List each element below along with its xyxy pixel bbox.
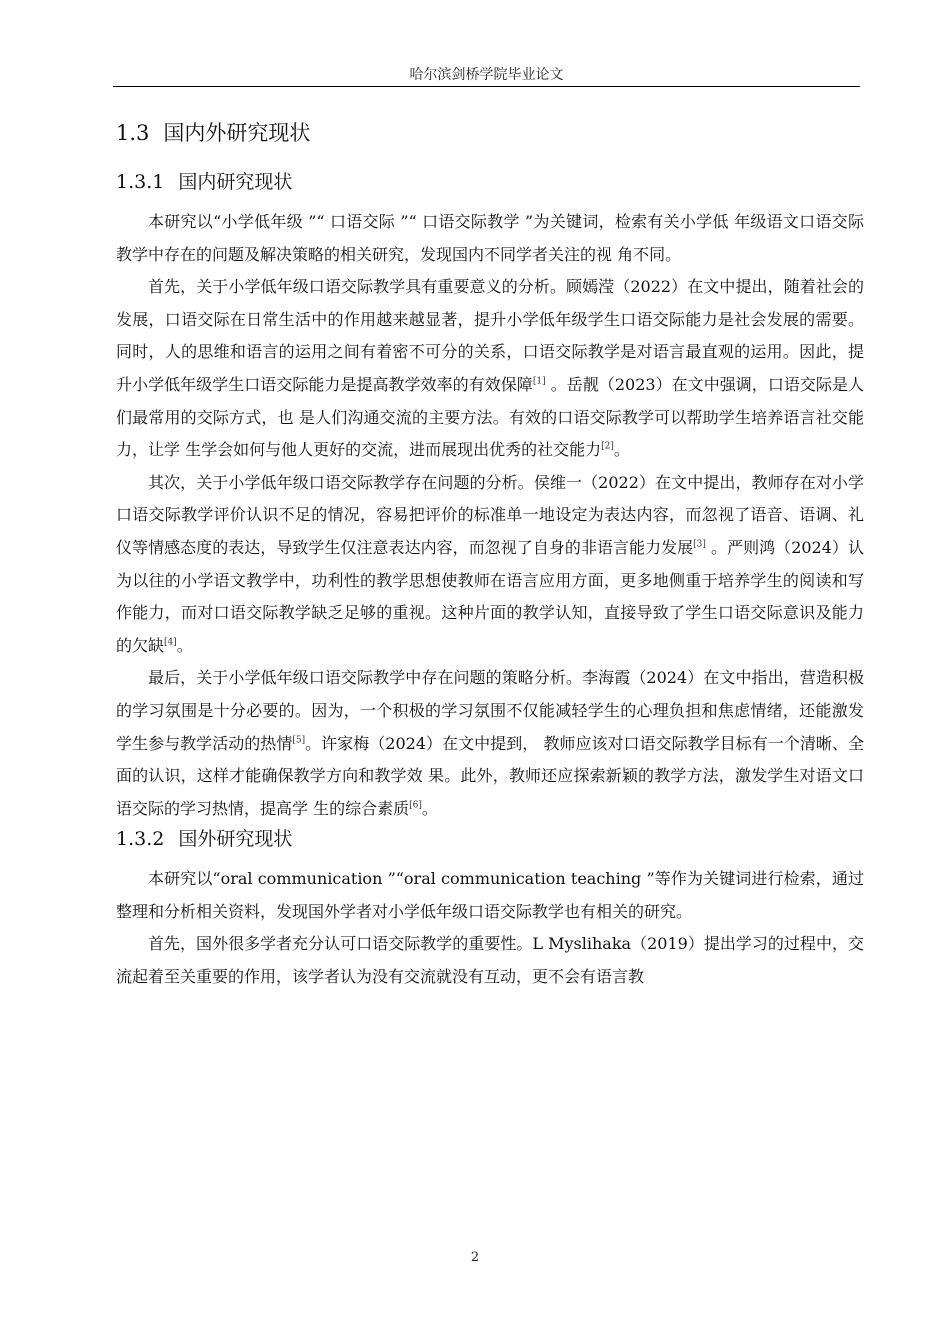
subsection-title: 国内研究现状 [178, 171, 293, 193]
citation-marker: [4] [164, 637, 177, 648]
subsection-heading-foreign [116, 825, 864, 863]
header-rule [113, 86, 860, 87]
subsection-title: 国外研究现状 [178, 828, 293, 851]
page-body [116, 118, 864, 994]
citation-marker: [6] [409, 800, 422, 811]
paragraph: 首先，国外很多学者充分认可口语交际教学的重要性。L Myslihaka（2019）提出学习的过程中，交流起着至关重要的作用，该学者认为没有交流就没有互动，更不会有语言教 [116, 934, 864, 987]
citation-marker: [2] [601, 441, 614, 452]
paragraph-text: 。严则鸿（2024）认为以往的小学语文教学中，功利性的教学思想使教师在语言应用方面，更多地侧重于培养学生的阅读和写作能力，而对口语交际教学缺乏足够的重视。这种片面的教学认知，直接导致了学生口语交际意识及能力的欠缺 [116, 537, 864, 655]
section-number: 1.3 [116, 121, 150, 145]
paragraph-text: 。许家梅（2024）在文中提到， 教师应该对口语交际教学目标有一个清晰、全面的认识，这样才能确保教学方向和教学效 果。此外，教师还应探索新颖的教学方法，激发学生对语文口语交际的学习热情，提高学 生的综合素质 [116, 733, 864, 818]
paragraph-text: 首先，关于小学低年级口语交际教学具有重要意义的分析。顾嫣滢（2022）在文中提出，随着社会的发展，口语交际在日常生活中的作用越来越显著，提升小学低年级学生口语交际能力是社会发展的需要。同时，人的思维和语言的运用之间有着密不可分的关系，口语交际教学是对语言最直观的运用。因此，提升小学低年级学生口语交际能力是提高教学效率的有效保障 [116, 277, 864, 394]
paragraph-text: 其次，关于小学低年级口语交际教学存在问题的分析。侯维一（2022）在文中提出，教师存在对小学口语交际教学评价认识不足的情况，容易把评价的标准单一地设定为表达内容，而忽视了语音、语调、礼仪等情感态度的表达，导致学生仅注意表达内容，而忽视了自身的非语言能力发展 [116, 472, 864, 557]
paragraph [116, 271, 864, 467]
paragraph: 本研究以“小学低年级 ”“ 口语交际 ”“ 口语交际教学 ”为关键词，检索有关小学低 年级语文口语交际教学中存在的问题及解决策略的相关研究，发现国内不同学者关注的视 角不同。 [116, 212, 864, 264]
paragraph-text: 。 [176, 635, 193, 655]
subsection-heading-domestic [116, 168, 864, 206]
section-heading [116, 118, 864, 162]
page-header: 哈尔滨剑桥学院毕业论文 [409, 67, 564, 83]
citation-marker: [3] [693, 539, 706, 550]
paragraph-text: 。 [613, 440, 630, 460]
paragraph-text: 。 [421, 798, 438, 818]
page-number: 2 [470, 1250, 480, 1265]
paragraph [116, 662, 864, 825]
subsection-number: 1.3.1 [116, 171, 165, 193]
subsection-number: 1.3.2 [116, 828, 165, 851]
paragraph: 本研究以“oral communication ”“oral communication teaching ”等作为关键词进行检索，通过整理和分析相关资料，发现国外学者对小学低年级口语交际教学也有相关的研究。 [116, 869, 864, 921]
section-title: 国内外研究现状 [163, 121, 311, 145]
citation-marker: [5] [292, 735, 306, 746]
paragraph [116, 467, 864, 663]
paragraph-text: 。岳靓（2023）在文中强调，口语交际是人们最常用的交际方式，也 是人们沟通交流的主要方法。有效的口语交际教学可以帮助学生培养语言社交能力，让学 生学会如何与他人更好的交流，进而展现出优秀的社交能力 [116, 374, 864, 460]
paragraph-text: 最后，关于小学低年级口语交际教学中存在问题的策略分析。李海霞（2024）在文中指出，营造积极的学习氛围是十分必要的。因为，一个积极的学习氛围不仅能减轻学生的心理负担和焦虑情绪，还能激发学生参与教学活动的热情 [116, 668, 864, 753]
citation-marker: [1] [532, 376, 546, 387]
